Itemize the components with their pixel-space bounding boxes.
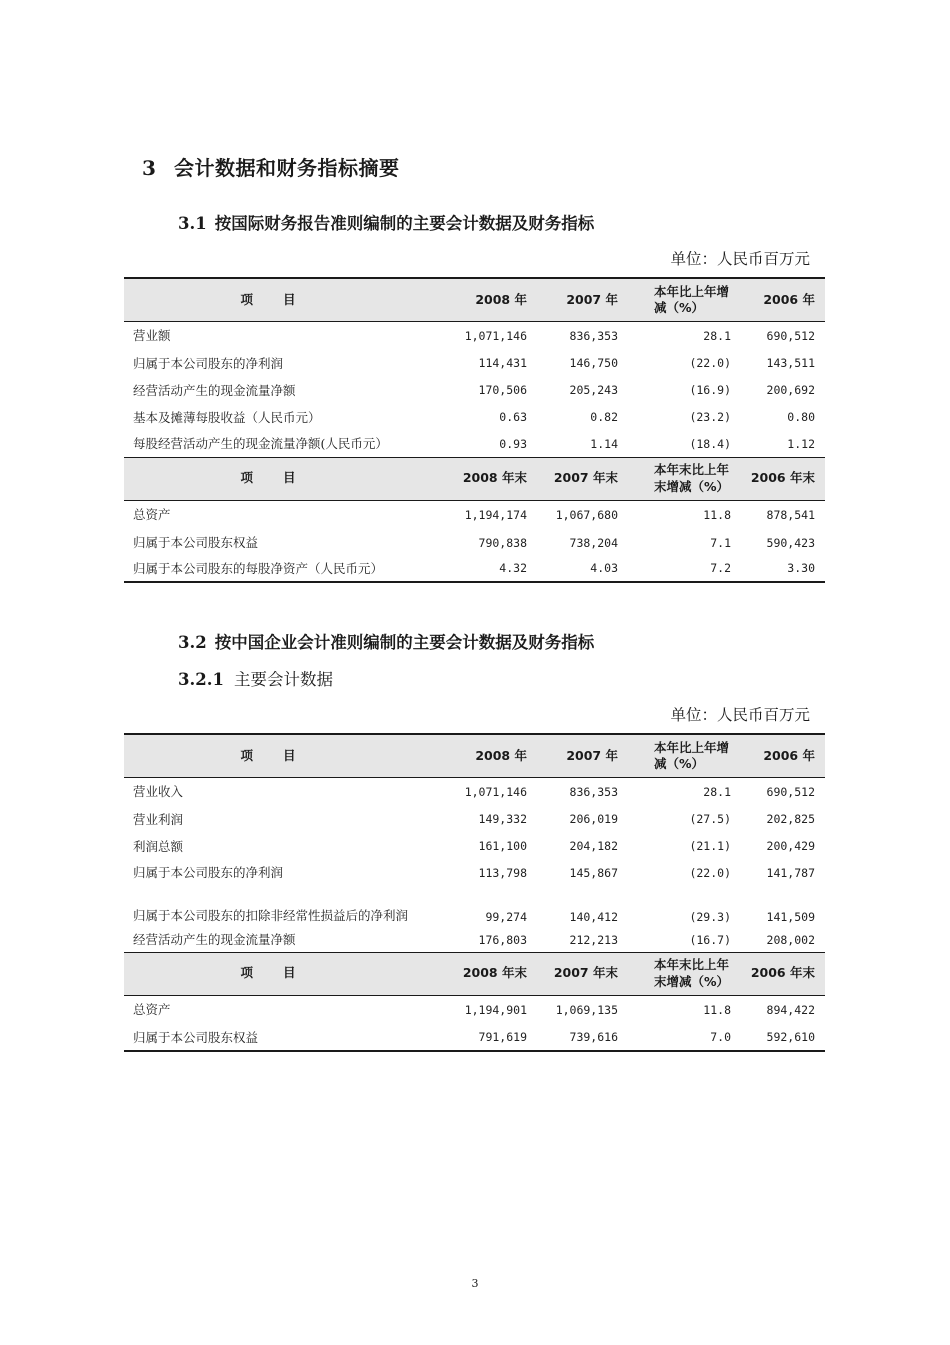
subsection-3-2-1-title: 主要会计数据 bbox=[233, 670, 333, 689]
column-header: 2006 年 bbox=[741, 278, 825, 321]
cell-value: 1,069,135 bbox=[555, 1003, 618, 1018]
column-header-item bbox=[124, 278, 442, 321]
column-header: 本年比上年增减（%） bbox=[628, 278, 741, 321]
table-row bbox=[124, 806, 825, 833]
page-number: 3 bbox=[471, 1277, 479, 1290]
column-header: 2008 年末 bbox=[442, 457, 537, 500]
column-header: 2007 年末 bbox=[537, 952, 628, 995]
cell-value: 0.93 bbox=[499, 436, 527, 451]
cell-value: 690,512 bbox=[766, 328, 815, 343]
cell-value: (22.0) bbox=[689, 865, 731, 880]
cell-value: 1.14 bbox=[590, 436, 618, 451]
cell-value: 28.1 bbox=[703, 784, 731, 799]
cell-value: (22.0) bbox=[689, 356, 731, 371]
table-row bbox=[124, 350, 825, 377]
cell-value: (18.4) bbox=[689, 436, 731, 451]
column-header-label: 项目 bbox=[240, 470, 326, 486]
cell-value: 592,610 bbox=[741, 1025, 825, 1051]
cell-value: 836,353 bbox=[569, 328, 618, 343]
cell-value: 206,019 bbox=[569, 812, 618, 827]
cell-value: (16.9) bbox=[689, 383, 731, 398]
column-header-label: 项目 bbox=[240, 291, 326, 307]
column-header-label: 项目 bbox=[240, 747, 326, 763]
table-row bbox=[124, 500, 825, 530]
cell-value: 141,787 bbox=[766, 865, 815, 880]
subsection-3-2-title: 按中国企业会计准则编制的主要会计数据及财务指标 bbox=[214, 633, 595, 652]
table-row bbox=[124, 860, 825, 886]
table-row bbox=[124, 886, 825, 928]
cell-value: (27.5) bbox=[689, 812, 731, 827]
cell-value: 878,541 bbox=[766, 508, 815, 523]
table-3-1-body bbox=[124, 278, 825, 582]
row-label: 归属于本公司股东的净利润 bbox=[133, 355, 284, 371]
cell-value: 143,511 bbox=[766, 356, 815, 371]
cell-value: 0.82 bbox=[590, 410, 618, 425]
table-header-row bbox=[124, 952, 825, 995]
table-3-1 bbox=[124, 277, 825, 583]
cell-value: (21.1) bbox=[689, 839, 731, 854]
row-label: 总资产 bbox=[133, 507, 171, 523]
column-header-item bbox=[124, 734, 442, 777]
row-label: 营业利润 bbox=[133, 811, 184, 827]
row-label: 归属于本公司股东权益 bbox=[133, 535, 259, 551]
table-row bbox=[124, 928, 825, 952]
cell-value: 113,798 bbox=[478, 865, 527, 880]
subsection-3-2-1-heading bbox=[178, 666, 333, 690]
cell-value: (16.7) bbox=[689, 932, 731, 947]
cell-value: 11.8 bbox=[703, 1003, 731, 1018]
cell-value: (23.2) bbox=[689, 410, 731, 425]
cell-value: 202,825 bbox=[766, 812, 815, 827]
cell-value: 114,431 bbox=[478, 356, 527, 371]
table-row bbox=[124, 995, 825, 1025]
section-number: 3 bbox=[142, 156, 157, 180]
cell-value: 212,213 bbox=[569, 932, 618, 947]
table-row bbox=[124, 377, 825, 404]
cell-value: 590,423 bbox=[766, 535, 815, 550]
row-label: 营业额 bbox=[133, 327, 171, 343]
table-row bbox=[124, 431, 825, 457]
unit-label-3-1: 单位：人民币百万元 bbox=[670, 250, 810, 268]
column-header-item bbox=[124, 457, 442, 500]
cell-value: 208,002 bbox=[766, 932, 815, 947]
column-header: 2008 年 bbox=[442, 278, 537, 321]
row-label: 利润总额 bbox=[133, 838, 184, 854]
cell-value: 145,867 bbox=[569, 865, 618, 880]
column-header: 2007 年 bbox=[537, 278, 628, 321]
cell-value: 146,750 bbox=[569, 356, 618, 371]
cell-value: 1.12 bbox=[787, 436, 815, 451]
row-label: 归属于本公司股东的每股净资产（人民币元） bbox=[124, 556, 442, 582]
row-label: 经营活动产生的现金流量净额 bbox=[133, 931, 296, 947]
cell-value: 7.1 bbox=[710, 535, 731, 550]
cell-value: 1,071,146 bbox=[464, 328, 527, 343]
table-row bbox=[124, 321, 825, 350]
cell-value: 205,243 bbox=[569, 383, 618, 398]
table-3-2-1-body bbox=[124, 734, 825, 1051]
column-header-item bbox=[124, 952, 442, 995]
table-row bbox=[124, 404, 825, 431]
column-header: 2006 年末 bbox=[741, 952, 825, 995]
cell-value: 738,204 bbox=[569, 535, 618, 550]
cell-value: 140,412 bbox=[569, 909, 618, 924]
cell-value: 690,512 bbox=[766, 784, 815, 799]
column-header: 2006 年末 bbox=[741, 457, 825, 500]
cell-value: 161,100 bbox=[478, 839, 527, 854]
subsection-3-1-number: 3.1 bbox=[178, 214, 207, 233]
row-label: 每股经营活动产生的现金流量净额(人民币元） bbox=[133, 435, 388, 451]
column-header: 2006 年 bbox=[741, 734, 825, 777]
cell-value: 7.2 bbox=[628, 556, 741, 582]
cell-value: 1,194,901 bbox=[464, 1003, 527, 1018]
cell-value: 170,506 bbox=[478, 383, 527, 398]
column-header: 2008 年 bbox=[442, 734, 537, 777]
cell-value: 739,616 bbox=[537, 1025, 628, 1051]
subsection-3-2-heading bbox=[178, 629, 594, 653]
unit-label-3-2: 单位：人民币百万元 bbox=[670, 706, 810, 724]
column-header: 本年比上年增减（%） bbox=[628, 734, 741, 777]
column-header: 本年末比上年末增减（%） bbox=[628, 952, 741, 995]
table-row bbox=[124, 556, 825, 582]
table-header-row bbox=[124, 278, 825, 321]
cell-value: 790,838 bbox=[478, 535, 527, 550]
subsection-3-2-number: 3.2 bbox=[178, 633, 207, 652]
table-header-row bbox=[124, 734, 825, 777]
cell-value: 4.32 bbox=[442, 556, 537, 582]
table-row bbox=[124, 777, 825, 806]
cell-value: 894,422 bbox=[766, 1003, 815, 1018]
cell-value: 4.03 bbox=[537, 556, 628, 582]
row-label: 营业收入 bbox=[133, 783, 184, 799]
row-label: 归属于本公司股东的净利润 bbox=[133, 865, 284, 881]
column-header: 2007 年 bbox=[537, 734, 628, 777]
row-label: 归属于本公司股东权益 bbox=[124, 1025, 442, 1051]
table-row bbox=[124, 833, 825, 860]
cell-value: 11.8 bbox=[703, 508, 731, 523]
subsection-3-2-1-number: 3.2.1 bbox=[178, 670, 224, 689]
row-label: 总资产 bbox=[133, 1002, 171, 1018]
section-heading bbox=[142, 152, 400, 181]
cell-value: 200,429 bbox=[766, 839, 815, 854]
column-header: 2007 年末 bbox=[537, 457, 628, 500]
cell-value: 176,803 bbox=[478, 932, 527, 947]
section-title: 会计数据和财务指标摘要 bbox=[174, 156, 400, 180]
table-row bbox=[124, 530, 825, 556]
column-header: 2008 年末 bbox=[442, 952, 537, 995]
cell-value: 1,071,146 bbox=[464, 784, 527, 799]
table-3-2-1 bbox=[124, 733, 825, 1052]
row-label: 经营活动产生的现金流量净额 bbox=[133, 382, 296, 398]
cell-value: 1,067,680 bbox=[555, 508, 618, 523]
column-header-label: 项目 bbox=[240, 965, 326, 981]
table-row bbox=[124, 1025, 825, 1051]
cell-value: 149,332 bbox=[478, 812, 527, 827]
cell-value: 200,692 bbox=[766, 383, 815, 398]
cell-value: (29.3) bbox=[689, 909, 731, 924]
subsection-3-1-title: 按国际财务报告准则编制的主要会计数据及财务指标 bbox=[214, 214, 595, 233]
cell-value: 99,274 bbox=[485, 909, 527, 924]
cell-value: 141,509 bbox=[766, 909, 815, 924]
cell-value: 1,194,174 bbox=[464, 508, 527, 523]
cell-value: 7.0 bbox=[628, 1025, 741, 1051]
row-label: 基本及摊薄每股收益（人民币元） bbox=[133, 409, 321, 425]
cell-value: 0.80 bbox=[787, 410, 815, 425]
subsection-3-1-heading bbox=[178, 210, 594, 234]
cell-value: 0.63 bbox=[499, 410, 527, 425]
cell-value: 3.30 bbox=[741, 556, 825, 582]
cell-value: 791,619 bbox=[442, 1025, 537, 1051]
table-header-row bbox=[124, 457, 825, 500]
column-header: 本年末比上年末增减（%） bbox=[628, 457, 741, 500]
row-label: 归属于本公司股东的扣除非经常性损益后的净利润 bbox=[133, 908, 409, 924]
cell-value: 204,182 bbox=[569, 839, 618, 854]
cell-value: 836,353 bbox=[569, 784, 618, 799]
cell-value: 28.1 bbox=[703, 328, 731, 343]
